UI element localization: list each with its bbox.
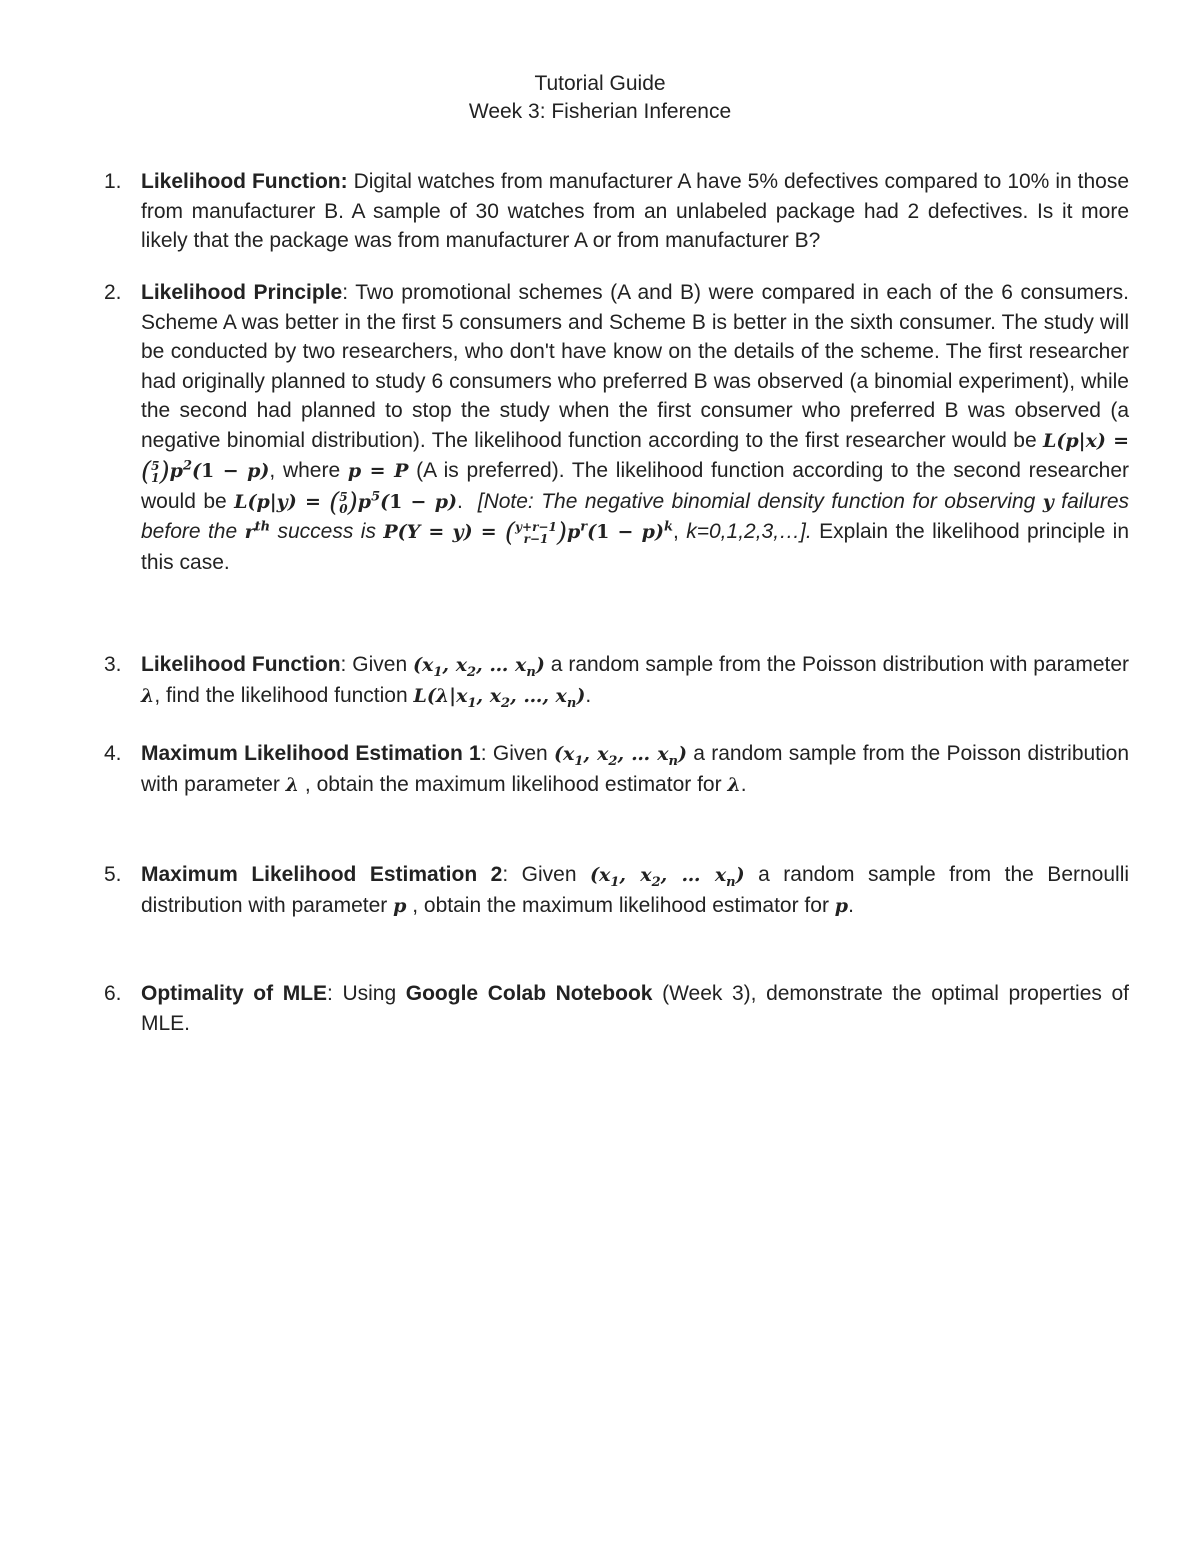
question-5: 5. Maximum Likelihood Estimation 2: Given ($x_1$, $x_2$, … $x_n$) a random sample from the Bernoulli distribution with parameter p , obtain the maximum likelihood estimator for p. bbox=[141, 860, 1129, 921]
question-4-heading: Maximum Likelihood Estimation 1 bbox=[141, 742, 481, 765]
question-5-heading: Maximum Likelihood Estimation 2 bbox=[141, 863, 503, 886]
question-2-note-1: [Note: The negative binomial density function for observing bbox=[477, 489, 1036, 513]
question-2-text-4: Explain the likelihood principle in this case. bbox=[141, 520, 1130, 574]
lambda-symbol: λ bbox=[141, 684, 155, 707]
negative-binomial-likelihood-formula: L(p|y) = ( 5 0 )$p^5(1 - p)$ bbox=[234, 487, 457, 518]
sample-formula: ($x_1$, $x_2$, … $x_n$) bbox=[413, 654, 545, 680]
question-3-number: 3. bbox=[104, 653, 122, 676]
question-5-number: 5. bbox=[104, 863, 122, 886]
question-6-text-2: (Week 3), demonstrate the optimal properties of MLE. bbox=[141, 982, 1129, 1035]
question-4-text-2: a random sample from the Poisson distribution with parameter bbox=[141, 742, 1130, 796]
question-1 bbox=[104, 167, 1129, 256]
binomial-likelihood-formula: L(p|x) = ( 5 1 )$p^2(1 - p)$ bbox=[141, 429, 1129, 487]
question-3-text-3: , find the likelihood function bbox=[154, 683, 408, 707]
question-2-note-2: failures before the bbox=[141, 489, 1129, 543]
lambda-symbol: λ bbox=[285, 773, 300, 796]
poisson-likelihood-formula: $L(\lambda|x_1$, $x_2$, …, $x_n$) bbox=[413, 684, 586, 711]
question-5-text-2: a random sample from the Bernoulli distribution with parameter bbox=[141, 863, 1130, 917]
question-2-text-1: Two promotional schemes (A and B) were compared in each of the 6 consumers. Scheme A was better in the first 5 consumers and Scheme B is better in the sixth consumer. The study will be conducted by two researchers, who don't have know on the details of the scheme. The first researcher had originally planned to study 6 consumers who preferred B was observed (a binomial experiment), while the second had planned to stop the study when the first consumer who preferred B was observed (a negative binomial distribution). The likelihood function according to the first researcher would be bbox=[141, 281, 1129, 452]
p-symbol: p bbox=[393, 894, 407, 917]
document-subtitle: Week 3: Fisherian Inference bbox=[468, 100, 732, 123]
document-title: Tutorial Guide bbox=[534, 72, 666, 95]
question-1-heading: Likelihood Function: bbox=[141, 170, 348, 193]
r-th-symbol: $r^{th}$ bbox=[244, 519, 271, 543]
sample-formula: ($x_1$, $x_2$, … $x_n$) bbox=[554, 743, 687, 769]
question-2-heading: Likelihood Principle bbox=[141, 281, 343, 304]
question-5-text-1: : Given bbox=[502, 863, 577, 886]
question-4-text-1: : Given bbox=[480, 742, 548, 765]
question-5-text-3: , obtain the maximum likelihood estimator for bbox=[412, 893, 829, 917]
question-6-bold-text: Google Colab Notebook bbox=[405, 982, 653, 1005]
lambda-symbol: λ bbox=[727, 773, 741, 796]
question-2-note-4: k=0,1,2,3,…]. bbox=[686, 520, 812, 543]
p-symbol: p bbox=[834, 894, 849, 917]
sample-formula: ($x_1$, $x_2$, … $x_n$) bbox=[590, 864, 745, 890]
question-4-text-3: , obtain the maximum likelihood estimator for bbox=[304, 772, 722, 796]
negative-binomial-density-formula: P(Y = y) = ( y+r−1 r−1 )$p^r(1 - p)^k$ bbox=[383, 518, 673, 548]
question-2: 2. Likelihood Principle: Two promotional schemes (A and B) were compared in each of the 6 consumers. Scheme A was better in the first 5 consumers and Scheme B is better in the sixth consumer. The study will be conducted by two researchers, who don't have know on the details of the scheme. The first researcher had originally planned to study 6 consumers who preferred B was observed (a binomial experiment), while the second had planned to stop the study when the first consumer who preferred B was observed (a negative binomial distribution). The likelihood function according to the first researcher would be L(p|x) = ( 5 1 )$p^2(1 - p)$, where p = P (A is preferred). The likelihood function according to the second researcher would be L(p|y) = ( 5 0 )$p^5(1 - p)$. [Note: The negative binomial density function for observing y failures before the $r^{th}$ success is P(Y = y) = ( y+r−1 r−1 )$p^r(1 - p)^k$, k=0,1,2,3,…]. Explain the likelihood principle in this case. bbox=[141, 278, 1129, 577]
title-block bbox=[0, 70, 1200, 126]
question-2-note-3: success is bbox=[277, 520, 376, 543]
question-6 bbox=[104, 979, 1129, 1038]
question-4: 4. Maximum Likelihood Estimation 1: Given ($x_1$, $x_2$, … $x_n$) a random sample from the Poisson distribution with parameter λ , obtain the maximum likelihood estimator for λ. bbox=[141, 739, 1129, 800]
question-3-text-1: : Given bbox=[340, 653, 408, 676]
question-4-number: 4. bbox=[104, 742, 122, 765]
question-6-number: 6. bbox=[104, 982, 122, 1005]
question-3-text-2: a random sample from the Poisson distribution with parameter bbox=[550, 653, 1129, 676]
question-3: 3. Likelihood Function: Given ($x_1$, $x_2$, … $x_n$) a random sample from the Poisson distribution with parameter λ, find the likelihood function $L(\lambda|x_1$, $x_2$, …, $x_n$). bbox=[141, 650, 1129, 711]
question-2-text-2: , where bbox=[269, 459, 341, 482]
question-6-heading: Optimality of MLE bbox=[141, 982, 328, 1005]
question-1-text: Digital watches from manufacturer A have 5% defectives compared to 10% in those from manufacturer B. A sample of 30 watches from an unlabeled package had 2 defectives. Is it more likely that the package was from manufacturer A or from manufacturer B? bbox=[141, 170, 1129, 252]
question-6-text-1: : Using bbox=[327, 982, 397, 1005]
question-2-number: 2. bbox=[104, 281, 122, 304]
p-definition-formula: p = P bbox=[347, 460, 409, 482]
question-2-text-3: (A is preferred). The likelihood function according to the second researcher would be bbox=[141, 459, 1129, 513]
y-symbol: y bbox=[1042, 490, 1054, 513]
question-1-number: 1. bbox=[104, 170, 122, 193]
question-3-heading: Likelihood Function bbox=[141, 653, 341, 676]
